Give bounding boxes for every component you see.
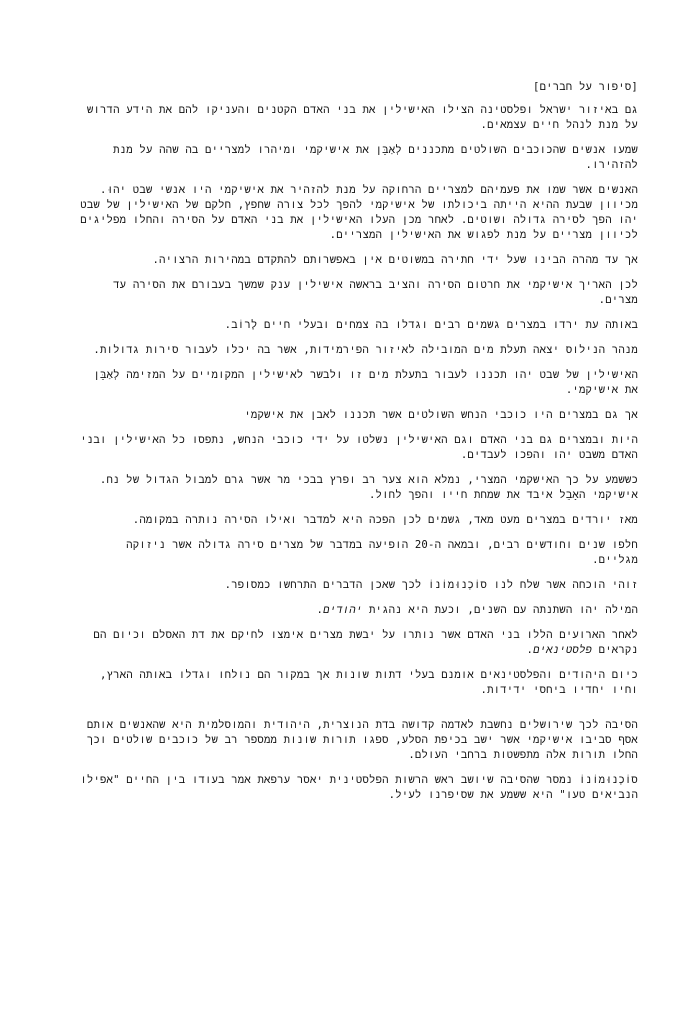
story-title: [סיפור על חברים]: [533, 81, 638, 93]
paragraph: כיום היהודים והפלסטינאים אומנם בעלי דתות שונות אך במקור הם נולחו וגדלו באותה הארץ, וחיו יחדיו ביחסי ידידות.: [100, 669, 638, 696]
paragraph: האישילין של שבט יהו תכננו לעבור בתעלת מים זו ולבשר לאישילין המקומיים על המזימה לְאַבֵּן את אישיקמי.: [93, 369, 638, 396]
story-text: [78, 80, 638, 803]
paragraph: מנהר הנילוס יצאה תעלת מים המובילה לאיזור הפירמידות, אשר בה יכלו לעבור סירות גדולות.: [93, 344, 638, 356]
paragraph: היות ובמצרים גם בני האדם וגם האישילין נשלטו על ידי כוכבי הנחש, נתפסו כל האישילין ובני האדם משבט יהו והפכו לעבדים.: [80, 434, 638, 461]
paragraph-text: המילה יהו השתנתה עם השנים, וכעת היא נהגית: [362, 604, 638, 616]
paragraph-text: .: [526, 644, 534, 656]
paragraph: [78, 603, 638, 618]
paragraph: האנשים אשר שמו את פעמיהם למצריים הרחוקה על מנת להזהיר את אישיקמי היו אנשי שבט יהוּ. מכיוון שבעת ההיא הייתה ביכולתו של אישיקמי להפך לכל צורה שחפץ, חלקם של האישילין של שבט יהו הפך לסירה גדולה ושוטים. לאחר מכן העלו האישילין את בני האדם על הסירה והחלו מפליגים לכיוון מצריים על מנת לפגוש את האישילין המצריים.: [80, 184, 638, 241]
paragraph: שמעו אנשים שהכוכבים השולטים מתכננים לְאַבֵּן את אישיקמי ומיהרו למצריים בה שהה על מנת להזהירו.: [113, 144, 638, 171]
emphasized-word: פלסטינאים: [533, 644, 593, 656]
paragraph-text: לאחר הארועים הללו בני האדם אשר נותרו על יבשת מצרים אימצו לחיקם את דת האסלם וכיום הם נקראים: [93, 629, 638, 656]
paragraph: הסיבה לכך שירושלים נחשבת לאדמה קדושה בדת הנוצרית, היהודית והמוסלמית היא שהאנשים אותם אסף סביבו אישיקמי אשר ישב בכיפת הסלע, ספגו תורות שונות ממספר רב של כוכבים שולטים וכך החלו תורות אלה מתפשטות ברחבי העולם.: [86, 719, 638, 761]
paragraph: זוהי הוכחה אשר שלח לנו סוֹכְנוּמוֹנוֹ לכך שאכן הדברים התרחשו כמסופר.: [224, 579, 638, 591]
paragraph: חלפו שנים וחודשים רבים, ובמאה ה-20 הופיעה במדבר של מצרים סירה גדולה אשר ניזוקה מגליים.: [126, 539, 638, 566]
paragraph: אך עד מהרה הבינו שעל ידי חתירה במשוטים אין באפשרותם להתקדם במהירות הרצויה.: [152, 254, 638, 266]
paragraph: גם באיזור ישראל ופלסטינה הצילו האישילין את בני האדם הקטנים והעניקו להם את הידע הדרוש על מנת לנהל חיים עצמאים.: [86, 104, 638, 131]
emphasized-word: יהודים: [323, 604, 363, 616]
paragraph: לכן האריך אישיקמי את חרטום הסירה והציב בראשה אישילין ענק שמשך בעבורם את הסירה עד מצרים.: [113, 279, 638, 306]
paragraph: סוֹכְנוּמוֹנוֹ נמסר שהסיבה שיושב ראש הרשות הפלסטינית יאסר ערפאת אמר בעודו בין החיים "אפילו הנביאים טעו" היא ששמע את שסיפרנו לעיל.: [80, 774, 638, 801]
paragraph: [78, 628, 638, 658]
paragraph: באותה עת ירדו במצרים גשמים רבים וגדלו בה צמחים ובעלי חיים לָרוֹב.: [224, 319, 638, 331]
paragraph-text: .: [316, 604, 324, 616]
paragraph: אך גם במצרים היו כוכבי הנחש השולטים אשר תכננו לאבן את אישקמי: [244, 409, 638, 421]
paragraph: מאז יורדים במצרים מעט מאד, גשמים לכן הפכה היא למדבר ואילו הסירה נותרה במקומה.: [132, 514, 638, 526]
paragraph: כששמע על כך האישקמי המצרי, נמלא הוא צער רב ופרץ בבכי מר אשר גרם למבול הגדול של נח. אישיקמי האָבֵל איבד את שמחת חייו והפך לחול.: [99, 474, 638, 501]
